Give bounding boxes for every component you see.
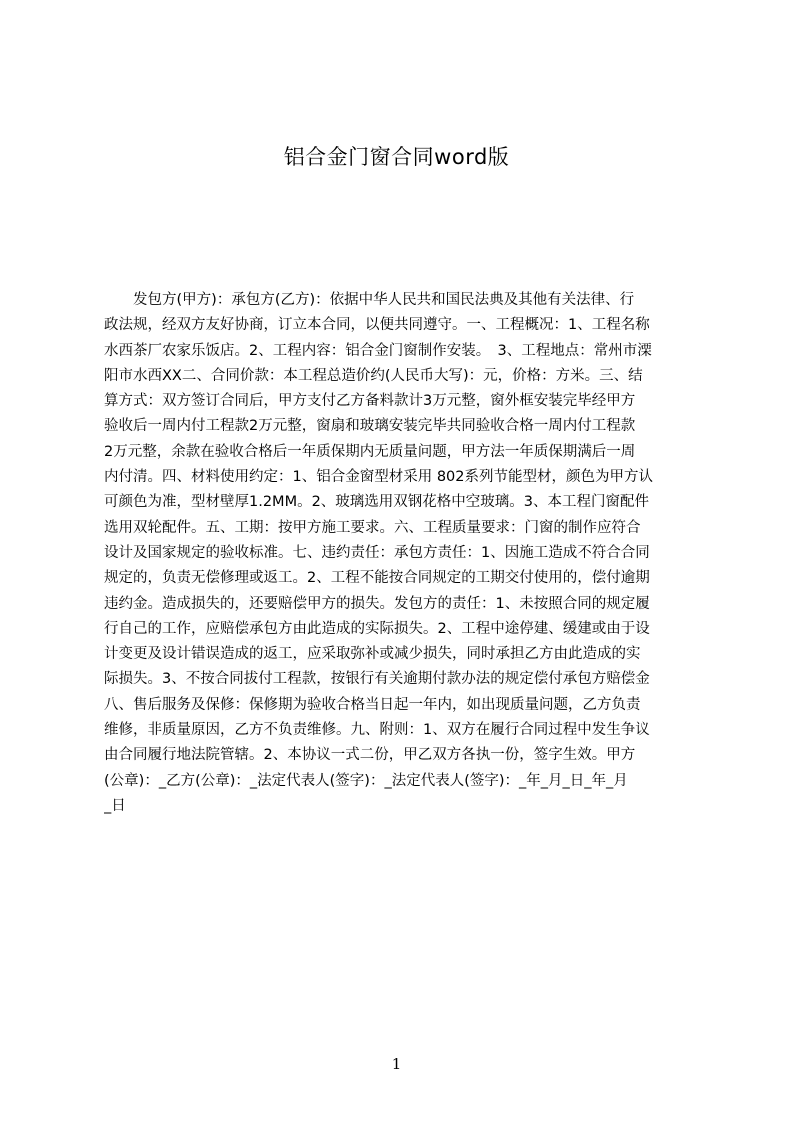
body-line: 2万元整，余款在验收合格后一年质保期内无质量问题，甲方法一年质保期满后一周 — [104, 443, 636, 460]
contract-body — [104, 288, 698, 848]
body-line: 由合同履行地法院管辖。2、本协议一式二份，甲乙双方各执一份，签字生效。甲方 — [104, 747, 636, 764]
body-line: 维修，非质量原因，乙方不负责维修。九、附则：1、双方在履行合同过程中发生争议 — [104, 722, 650, 739]
body-line: (公章)：_乙方(公章)：_法定代表人(签字)：_法定代表人(签字)：_年_月_日_年_月 — [104, 772, 628, 789]
body-line: 八、售后服务及保修：保修期为验收合格当日起一年内，如出现质量问题，乙方负责 — [104, 696, 641, 713]
body-line: 内付清。四、材料使用约定：1、铝合金窗型材采用 802系列节能型材，颜色为甲方认 — [104, 469, 654, 486]
body-line: 水西茶厂农家乐饭店。2、工程内容：铝合金门窗制作安装。 3、工程地点：常州市溧 — [104, 342, 652, 359]
body-line: 计变更及设计错误造成的返工，应采取弥补或减少损失，同时承担乙方由此造成的实 — [104, 646, 641, 663]
body-line: 可颜色为准，型材壁厚1.2MM。2、玻璃选用双钢花格中空玻璃。3、本工程门窗配件 — [104, 494, 650, 511]
body-line: 违约金。造成损失的，还要赔偿甲方的损失。发包方的责任：1、未按照合同的规定履 — [104, 595, 650, 612]
body-line: 算方式：双方签订合同后，甲方支付乙方备料款计3万元整，窗外框安装完毕经甲方 — [104, 393, 636, 410]
body-line: 规定的，负责无偿修理或返工。2、工程不能按合同规定的工期交付使用的，偿付逾期 — [104, 570, 650, 587]
body-line: _日 — [104, 797, 126, 814]
body-line: 际损失。3、不按合同拔付工程款，按银行有关逾期付款办法的规定偿付承包方赔偿金 — [104, 671, 650, 688]
body-line: 政法规，经双方友好协商，订立本合同，以便共同遵守。一、工程概况：1、工程名称 — [104, 317, 650, 334]
body-line: 阳市水西XX二、合同价款：本工程总造价约(人民币大写)：元，价格：方米。三、结 — [104, 367, 643, 384]
body-line: 行自己的工作，应赔偿承包方由此造成的实际损失。2、工程中途停建、缓建或由于设 — [104, 620, 650, 637]
body-line: 设计及国家规定的验收标准。七、违约责任：承包方责任：1、因施工造成不符合合同 — [104, 544, 650, 561]
body-line: 验收后一周内付工程款2万元整，窗扇和玻璃安装完毕共同验收合格一周内付工程款 — [104, 418, 636, 435]
page-number: 1 — [391, 1055, 402, 1073]
body-line: 发包方(甲方)：承包方(乙方)：依据中华人民共和国民法典及其他有关法律、行 — [104, 292, 635, 308]
body-line: 选用双轮配件。五、工期：按甲方施工要求。六、工程质量要求：门窗的制作应符合 — [104, 519, 641, 536]
document-title: 铝合金门窗合同word版 — [283, 145, 510, 169]
